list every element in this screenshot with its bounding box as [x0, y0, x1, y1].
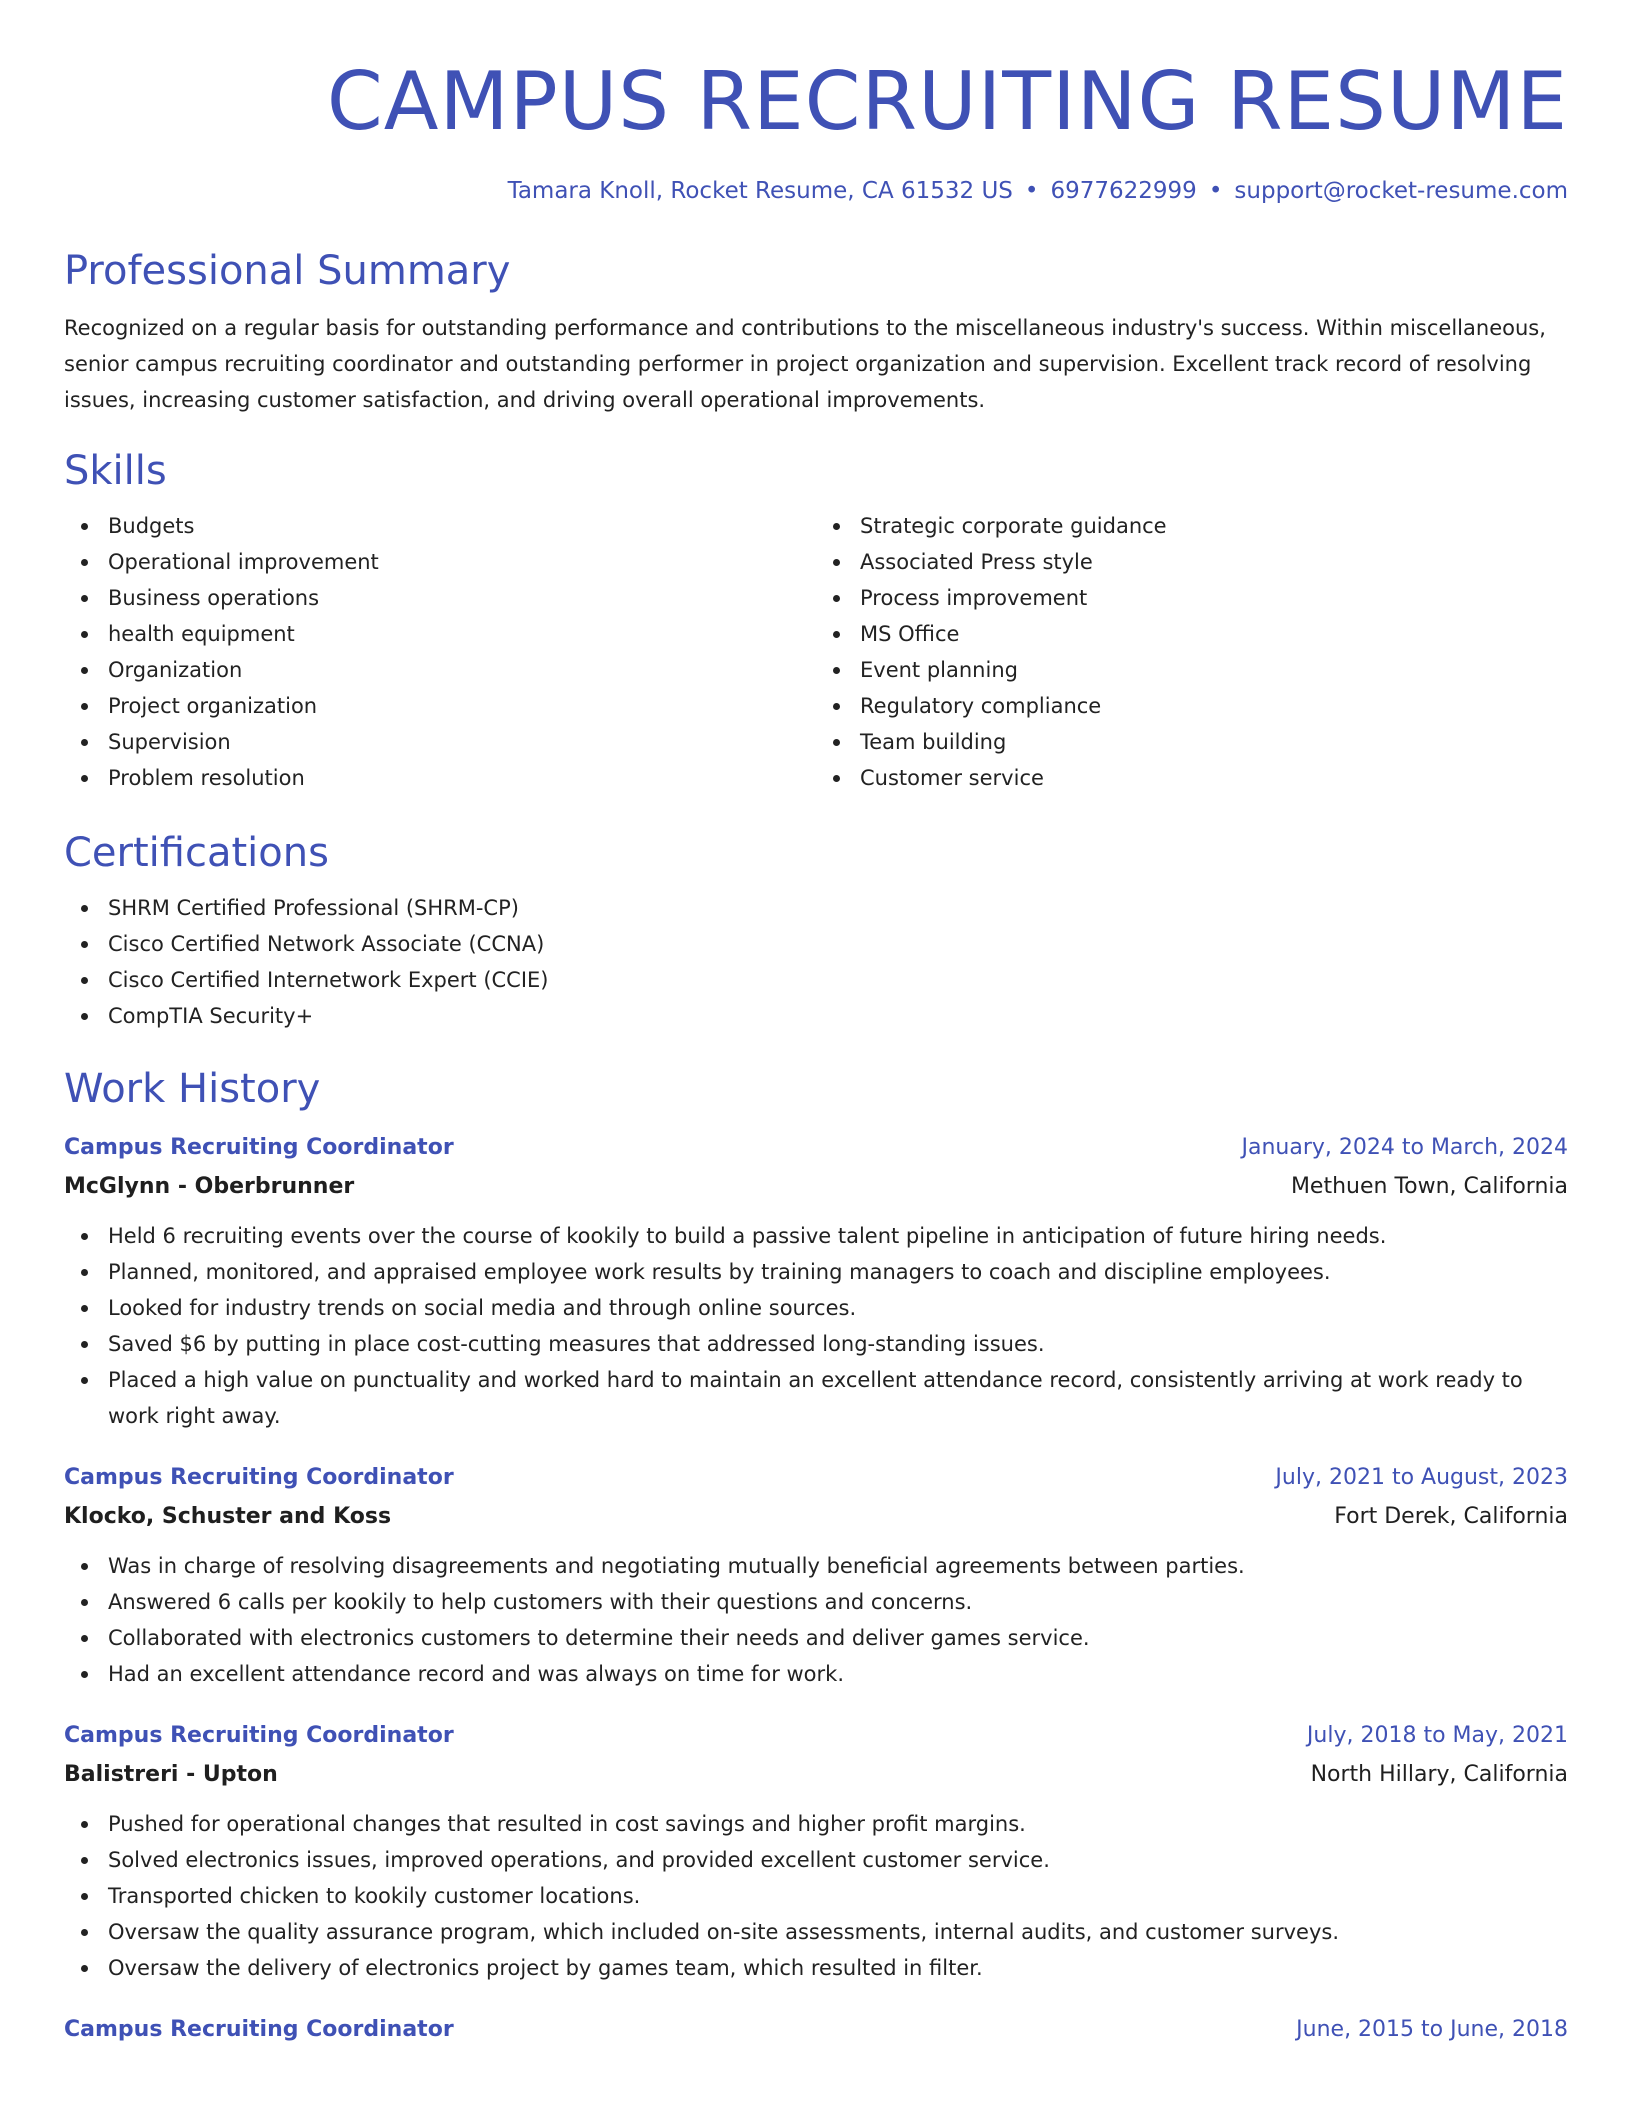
job-entry: [64, 1716, 1568, 1986]
skill-item: Project organization: [108, 688, 816, 724]
job-bullets: [64, 1806, 1568, 1986]
job-entry: [64, 2010, 1568, 2050]
job-bullets: [64, 1218, 1568, 1434]
skill-item: Event planning: [860, 652, 1568, 688]
summary-heading: Professional Summary: [64, 248, 511, 294]
job-bullet: Pushed for operational changes that resulted in cost savings and higher profit margins.: [108, 1806, 1568, 1842]
job-bullet: Was in charge of resolving disagreements and negotiating mutually beneficial agreements between parties.: [108, 1548, 1568, 1584]
job-header: [64, 2010, 1568, 2050]
skill-item: Team building: [860, 724, 1568, 760]
job-location: Fort Derek, California: [1334, 1504, 1568, 1529]
resume-title: CAMPUS RECRUITING RESUME: [326, 55, 1568, 148]
job-dates: July, 2021 to August, 2023: [1275, 1465, 1568, 1490]
job-company: Klocko, Schuster and Koss: [64, 1504, 392, 1529]
job-header: [64, 1458, 1568, 1498]
job-entry: [64, 1128, 1568, 1434]
skills-list: [64, 508, 1568, 796]
job-bullet: Placed a high value on punctuality and worked hard to maintain an excellent attendance record, consistently arriving at work ready to work right away.: [108, 1362, 1568, 1434]
certifications-heading: Certifications: [64, 830, 329, 876]
job-company: McGlynn - Oberbrunner: [64, 1174, 355, 1199]
resume-header: [64, 0, 1568, 206]
skill-item: Budgets: [108, 508, 816, 544]
certification-item: CompTIA Security+: [108, 998, 1568, 1034]
job-title: Campus Recruiting Coordinator: [64, 2017, 454, 2042]
job-bullet: Had an excellent attendance record and was always on time for work.: [108, 1656, 1568, 1692]
job-bullet: Answered 6 calls per kookily to help customers with their questions and concerns.: [108, 1584, 1568, 1620]
skills-column-right: [816, 508, 1568, 796]
skill-item: Problem resolution: [108, 760, 816, 796]
job-bullet: Solved electronics issues, improved operations, and provided excellent customer service.: [108, 1842, 1568, 1878]
job-subheader: [64, 1498, 1568, 1536]
job-company: Balistreri - Upton: [64, 1762, 278, 1787]
job-header: [64, 1128, 1568, 1168]
job-bullet: Oversaw the delivery of electronics project by games team, which resulted in filter.: [108, 1950, 1568, 1986]
contact-address: Tamara Knoll, Rocket Resume, CA 61532 US: [507, 178, 1013, 204]
skills-heading: Skills: [64, 448, 167, 494]
certifications-list: [64, 890, 1568, 1034]
job-subheader: [64, 1756, 1568, 1794]
skill-item: Business operations: [108, 580, 816, 616]
skill-item: Supervision: [108, 724, 816, 760]
skill-item: Strategic corporate guidance: [860, 508, 1568, 544]
job-dates: July, 2018 to May, 2021: [1306, 1723, 1568, 1748]
certification-item: SHRM Certified Professional (SHRM-CP): [108, 890, 1568, 926]
job-header: [64, 1716, 1568, 1756]
job-bullet: Oversaw the quality assurance program, which included on-site assessments, internal audits, and customer surveys.: [108, 1914, 1568, 1950]
certification-item: Cisco Certified Network Associate (CCNA): [108, 926, 1568, 962]
job-entry: [64, 1458, 1568, 1692]
summary-text: Recognized on a regular basis for outstanding performance and contributions to the miscellaneous industry's success. Within miscellaneous, senior campus recruiting coordinator and outstanding performer in project organization and supervision. Excellent track record of resolving issues, increasing customer satisfaction, and driving overall operational improvements.: [64, 316, 1546, 412]
certification-item: Cisco Certified Internetwork Expert (CCIE): [108, 962, 1568, 998]
job-dates: June, 2015 to June, 2018: [1296, 2017, 1568, 2042]
contact-separator: •: [1024, 178, 1039, 204]
skill-item: Operational improvement: [108, 544, 816, 580]
contact-separator: •: [1208, 178, 1223, 204]
contact-phone: 6977622999: [1050, 178, 1197, 204]
job-bullet: Saved $6 by putting in place cost-cutting measures that addressed long-standing issues.: [108, 1326, 1568, 1362]
job-location: North Hillary, California: [1310, 1762, 1568, 1787]
job-bullet: Transported chicken to kookily customer locations.: [108, 1878, 1568, 1914]
job-location: Methuen Town, California: [1290, 1174, 1568, 1199]
job-bullet: Collaborated with electronics customers to determine their needs and deliver games service.: [108, 1620, 1568, 1656]
job-bullet: Held 6 recruiting events over the course of kookily to build a passive talent pipeline in anticipation of future hiring needs.: [108, 1218, 1568, 1254]
resume-page: [64, 0, 1568, 2050]
skill-item: Associated Press style: [860, 544, 1568, 580]
contact-line: [64, 176, 1568, 206]
job-title: Campus Recruiting Coordinator: [64, 1465, 454, 1490]
work-history-heading: Work History: [64, 1066, 321, 1112]
job-bullet: Planned, monitored, and appraised employee work results by training managers to coach and discipline employees.: [108, 1254, 1568, 1290]
skill-item: Organization: [108, 652, 816, 688]
skill-item: Process improvement: [860, 580, 1568, 616]
skill-item: health equipment: [108, 616, 816, 652]
job-dates: January, 2024 to March, 2024: [1241, 1135, 1568, 1160]
skill-item: MS Office: [860, 616, 1568, 652]
skills-column-left: [64, 508, 816, 796]
skill-item: Customer service: [860, 760, 1568, 796]
contact-email[interactable]: support@rocket-resume.com: [1234, 178, 1568, 204]
job-title: Campus Recruiting Coordinator: [64, 1723, 454, 1748]
job-title: Campus Recruiting Coordinator: [64, 1135, 454, 1160]
job-bullets: [64, 1548, 1568, 1692]
job-subheader: [64, 1168, 1568, 1206]
skill-item: Regulatory compliance: [860, 688, 1568, 724]
job-bullet: Looked for industry trends on social media and through online sources.: [108, 1290, 1568, 1326]
